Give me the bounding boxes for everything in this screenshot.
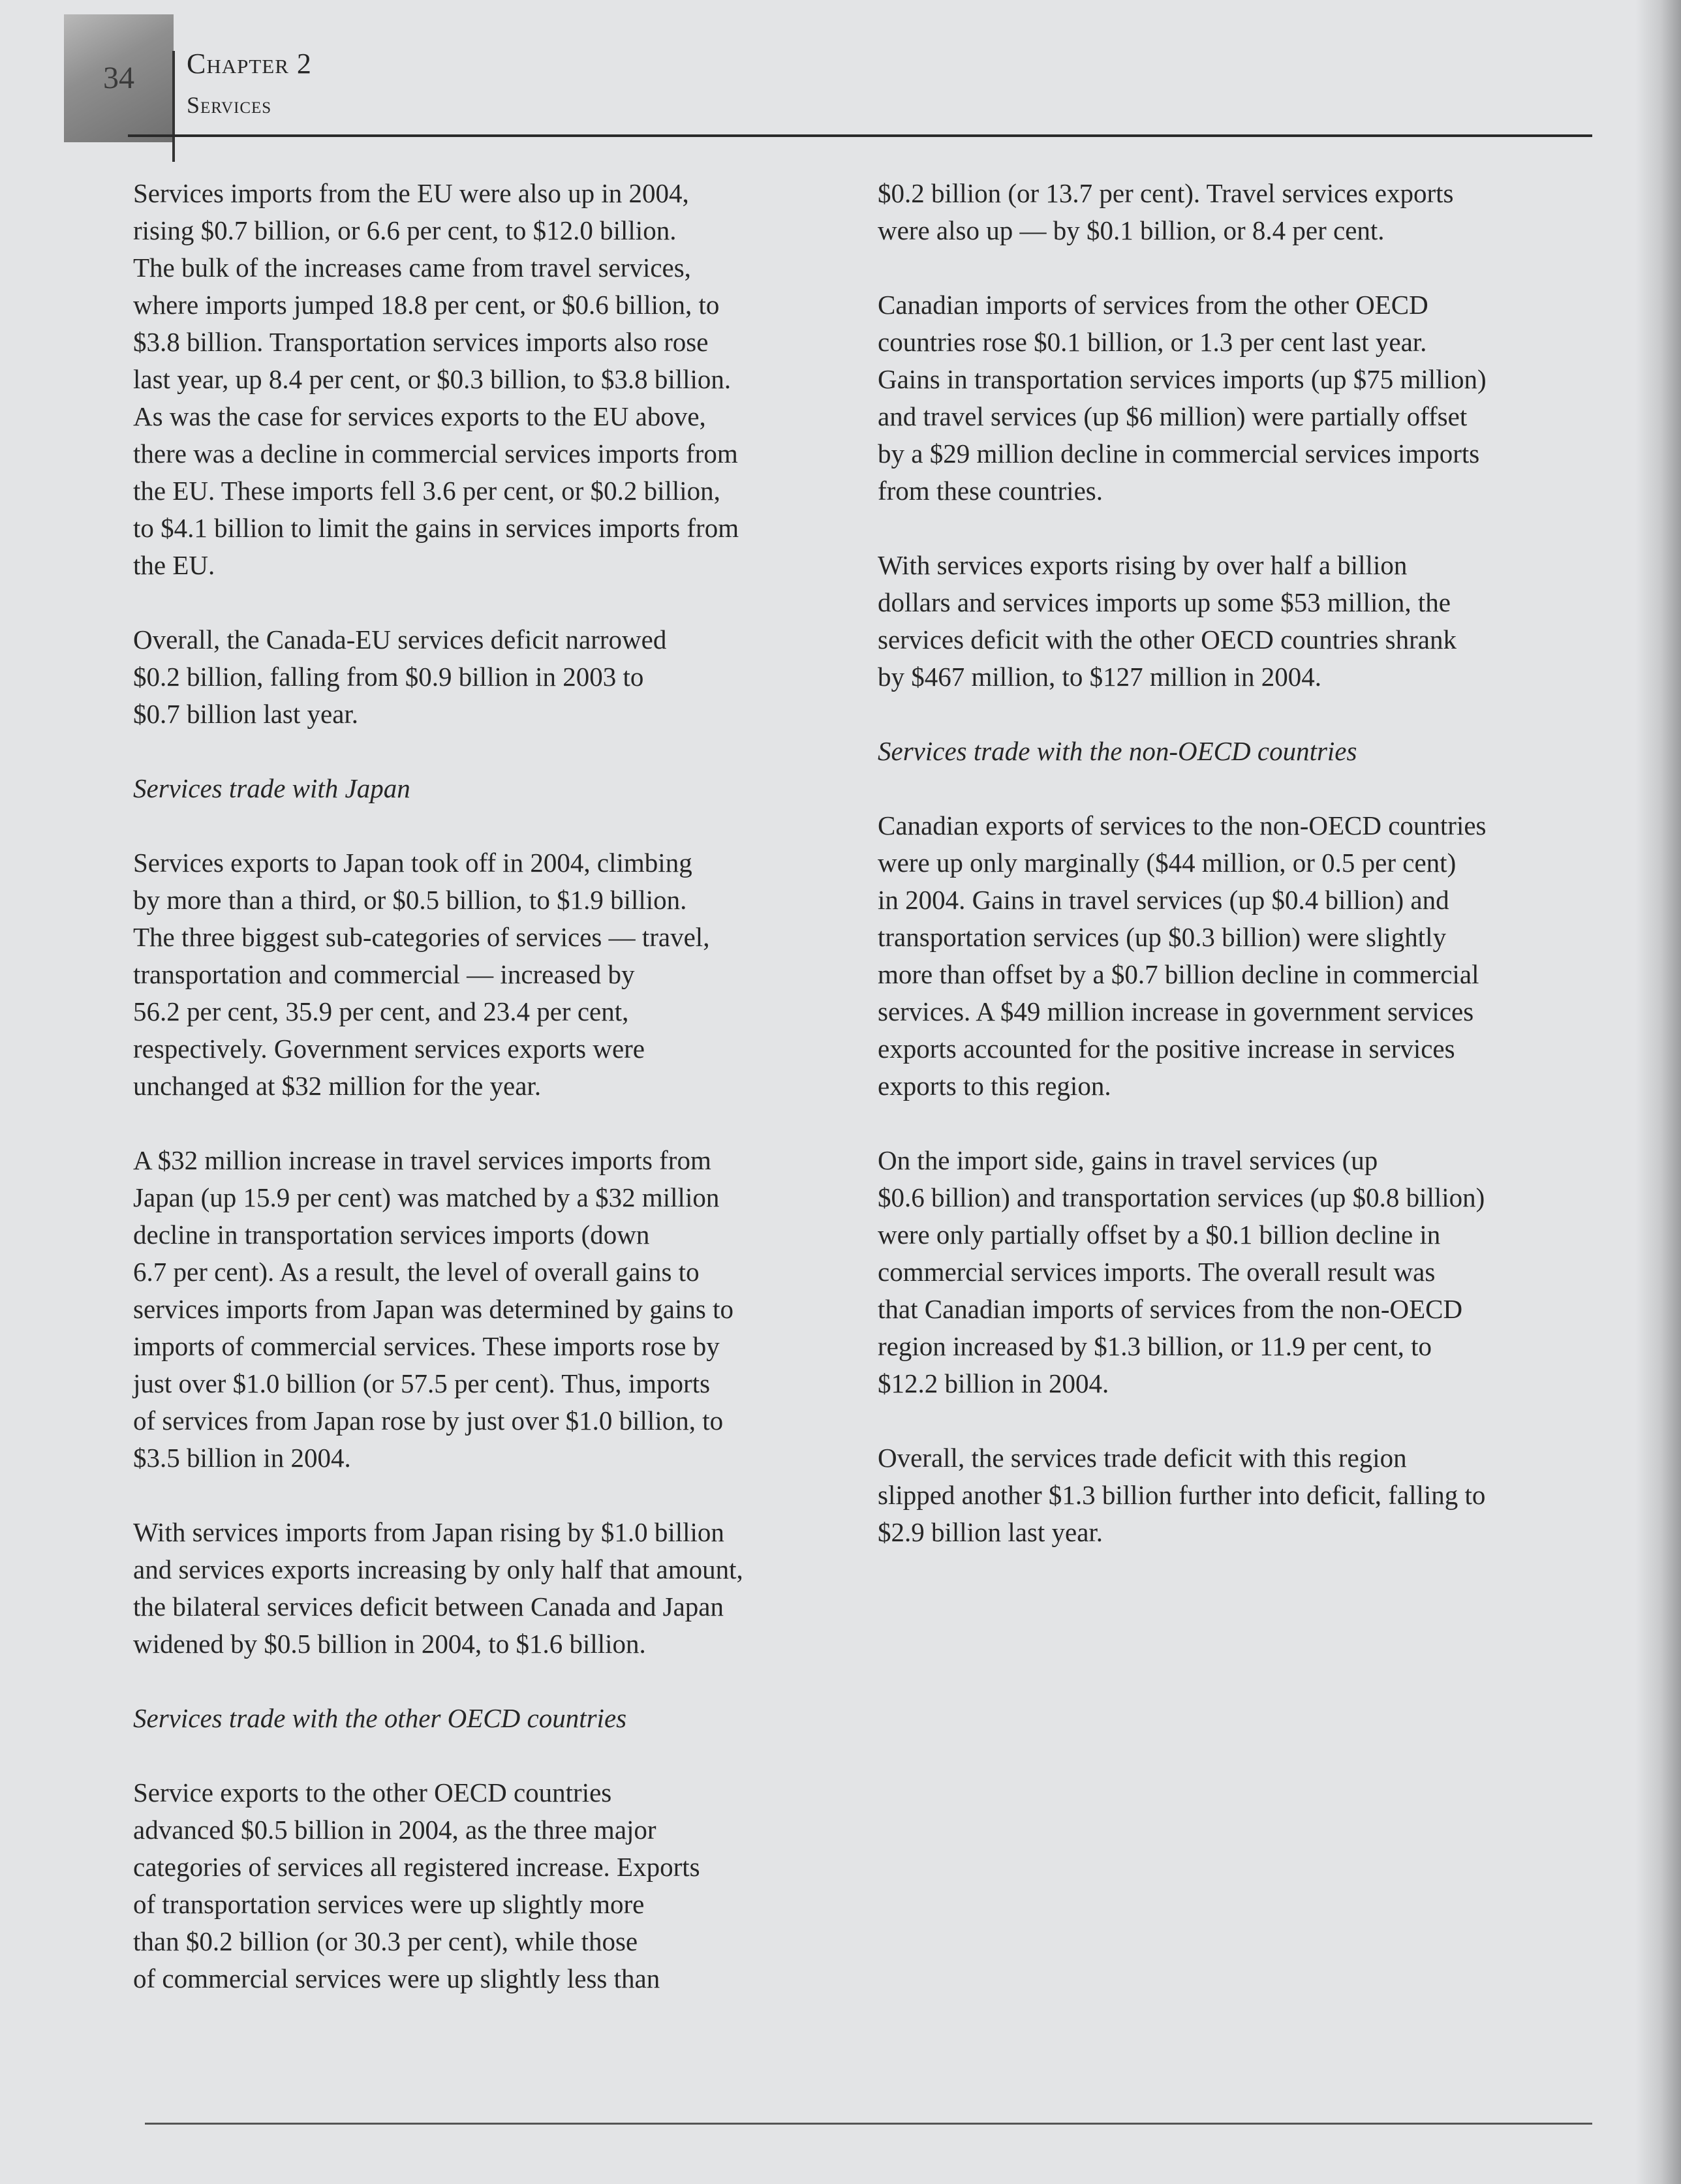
text-line: region increased by $1.3 billion, or 11.9 per cent, to	[878, 1331, 1432, 1361]
text-line: services. A $49 million increase in government services	[878, 996, 1474, 1026]
text-line: imports of commercial services. These imports rose by	[133, 1331, 720, 1361]
text-line: 56.2 per cent, 35.9 per cent, and 23.4 per cent,	[133, 996, 629, 1026]
text-line: Overall, the Canada-EU services deficit narrowed	[133, 624, 667, 654]
text-line: by a $29 million decline in commercial services imports	[878, 438, 1480, 469]
paragraph-japan-deficit	[133, 1514, 857, 1663]
paragraph-oecd-exports	[133, 1774, 857, 1997]
text-line: just over $1.0 billion (or 57.5 per cent). Thus, imports	[133, 1368, 711, 1398]
paragraph-non-oecd-imports	[878, 1142, 1602, 1402]
text-line: unchanged at $32 million for the year.	[133, 1071, 542, 1101]
paragraph-oecd-exports-cont	[878, 175, 1602, 249]
text-line: Canadian imports of services from the other OECD	[878, 290, 1428, 320]
text-line: The three biggest sub-categories of services — travel,	[133, 922, 710, 952]
text-line: widened by $0.5 billion in 2004, to $1.6 billion.	[133, 1629, 646, 1659]
text-line: from these countries.	[878, 476, 1103, 506]
text-line: of services from Japan rose by just over $1.0 billion, to	[133, 1406, 724, 1436]
text-line: were only partially offset by a $0.1 billion decline in	[878, 1220, 1441, 1250]
right-column	[878, 175, 1602, 1588]
header-vertical-rule	[172, 51, 175, 162]
text-line: 6.7 per cent). As a result, the level of overall gains to	[133, 1257, 700, 1287]
text-line: Overall, the services trade deficit with this region	[878, 1443, 1407, 1473]
text-line: more than offset by a $0.7 billion decline in commercial	[878, 959, 1479, 989]
text-line: rising $0.7 billion, or 6.6 per cent, to $12.0 billion.	[133, 215, 677, 245]
text-line: transportation services (up $0.3 billion) were slightly	[878, 922, 1447, 952]
text-line: exports accounted for the positive increase in services	[878, 1034, 1455, 1064]
header-rule	[128, 134, 1592, 137]
text-line: slipped another $1.3 billion further into deficit, falling to	[878, 1480, 1486, 1510]
heading-non-oecd: Services trade with the non-OECD countries	[878, 736, 1357, 766]
chapter-title: Chapter 2	[187, 48, 312, 80]
text-line: dollars and services imports up some $53 million, the	[878, 587, 1451, 617]
page-edge-shadow	[1635, 0, 1681, 2184]
paragraph-japan-exports	[133, 844, 857, 1105]
text-line: $0.6 billion) and transportation services (up $0.8 billion)	[878, 1182, 1485, 1212]
text-line: respectively. Government services exports were	[133, 1034, 645, 1064]
text-line: Service exports to the other OECD countries	[133, 1777, 612, 1807]
text-line: where imports jumped 18.8 per cent, or $0.6 billion, to	[133, 290, 720, 320]
text-line: were up only marginally ($44 million, or 0.5 per cent)	[878, 848, 1457, 878]
section-title: Services	[187, 92, 272, 118]
text-line: With services exports rising by over half a billion	[878, 550, 1408, 580]
text-line: The bulk of the increases came from travel services,	[133, 253, 691, 283]
paragraph-japan-imports	[133, 1142, 857, 1477]
text-line: countries rose $0.1 billion, or 1.3 per cent last year.	[878, 327, 1427, 357]
paragraph-eu-deficit	[133, 621, 857, 733]
text-line: of commercial services were up slightly less than	[133, 1963, 660, 1993]
text-line: $0.7 billion last year.	[133, 699, 359, 729]
text-line: Services exports to Japan took off in 2004, climbing	[133, 848, 692, 878]
text-line: and services exports increasing by only half that amount,	[133, 1554, 743, 1584]
text-line: to $4.1 billion to limit the gains in services imports from	[133, 513, 739, 543]
text-line: As was the case for services exports to the EU above,	[133, 401, 706, 431]
footer-rule	[145, 2123, 1592, 2125]
text-line: transportation and commercial — increased by	[133, 959, 635, 989]
text-line: $0.2 billion (or 13.7 per cent). Travel services exports	[878, 178, 1454, 208]
text-line: advanced $0.5 billion in 2004, as the three major	[133, 1815, 656, 1845]
left-column	[133, 175, 857, 2035]
text-line: the EU.	[133, 550, 215, 580]
heading-japan: Services trade with Japan	[133, 773, 410, 803]
text-line: were also up — by $0.1 billion, or 8.4 per cent.	[878, 215, 1385, 245]
text-line: Gains in transportation services imports (up $75 million)	[878, 364, 1487, 394]
text-line: services deficit with the other OECD countries shrank	[878, 624, 1457, 654]
text-line: than $0.2 billion (or 30.3 per cent), while those	[133, 1926, 638, 1956]
text-line: $2.9 billion last year.	[878, 1517, 1103, 1547]
page-number: 34	[103, 61, 134, 95]
paragraph-oecd-deficit	[878, 547, 1602, 696]
paragraph-oecd-imports	[878, 286, 1602, 510]
text-line: services imports from Japan was determined by gains to	[133, 1294, 733, 1324]
text-line: $12.2 billion in 2004.	[878, 1368, 1109, 1398]
text-line: On the import side, gains in travel services (up	[878, 1145, 1378, 1175]
text-line: Services imports from the EU were also up in 2004,	[133, 178, 689, 208]
text-line: by more than a third, or $0.5 billion, to $1.9 billion.	[133, 885, 687, 915]
text-line: commercial services imports. The overall result was	[878, 1257, 1436, 1287]
text-line: last year, up 8.4 per cent, or $0.3 billion, to $3.8 billion.	[133, 364, 732, 394]
text-line: exports to this region.	[878, 1071, 1111, 1101]
text-line: categories of services all registered increase. Exports	[133, 1852, 700, 1882]
paragraph-non-oecd-deficit	[878, 1439, 1602, 1551]
text-line: $3.8 billion. Transportation services imports also rose	[133, 327, 709, 357]
text-line: $3.5 billion in 2004.	[133, 1443, 351, 1473]
heading-other-oecd: Services trade with the other OECD countries	[133, 1703, 627, 1733]
text-line: and travel services (up $6 million) were partially offset	[878, 401, 1468, 431]
text-line: Canadian exports of services to the non-OECD countries	[878, 810, 1487, 840]
paragraph-non-oecd-exports	[878, 807, 1602, 1105]
text-line: by $467 million, to $127 million in 2004.	[878, 662, 1321, 692]
text-line: A $32 million increase in travel services imports from	[133, 1145, 711, 1175]
text-line: decline in transportation services imports (down	[133, 1220, 650, 1250]
text-line: in 2004. Gains in travel services (up $0.4 billion) and	[878, 885, 1449, 915]
paragraph-eu-imports	[133, 175, 857, 584]
text-line: there was a decline in commercial services imports from	[133, 438, 738, 469]
text-line: Japan (up 15.9 per cent) was matched by a $32 million	[133, 1182, 720, 1212]
text-line: the EU. These imports fell 3.6 per cent, or $0.2 billion,	[133, 476, 720, 506]
text-line: of transportation services were up slightly more	[133, 1889, 645, 1919]
text-line: $0.2 billion, falling from $0.9 billion in 2003 to	[133, 662, 644, 692]
text-line: the bilateral services deficit between Canada and Japan	[133, 1592, 724, 1622]
text-line: With services imports from Japan rising by $1.0 billion	[133, 1517, 724, 1547]
text-line: that Canadian imports of services from the non-OECD	[878, 1294, 1463, 1324]
